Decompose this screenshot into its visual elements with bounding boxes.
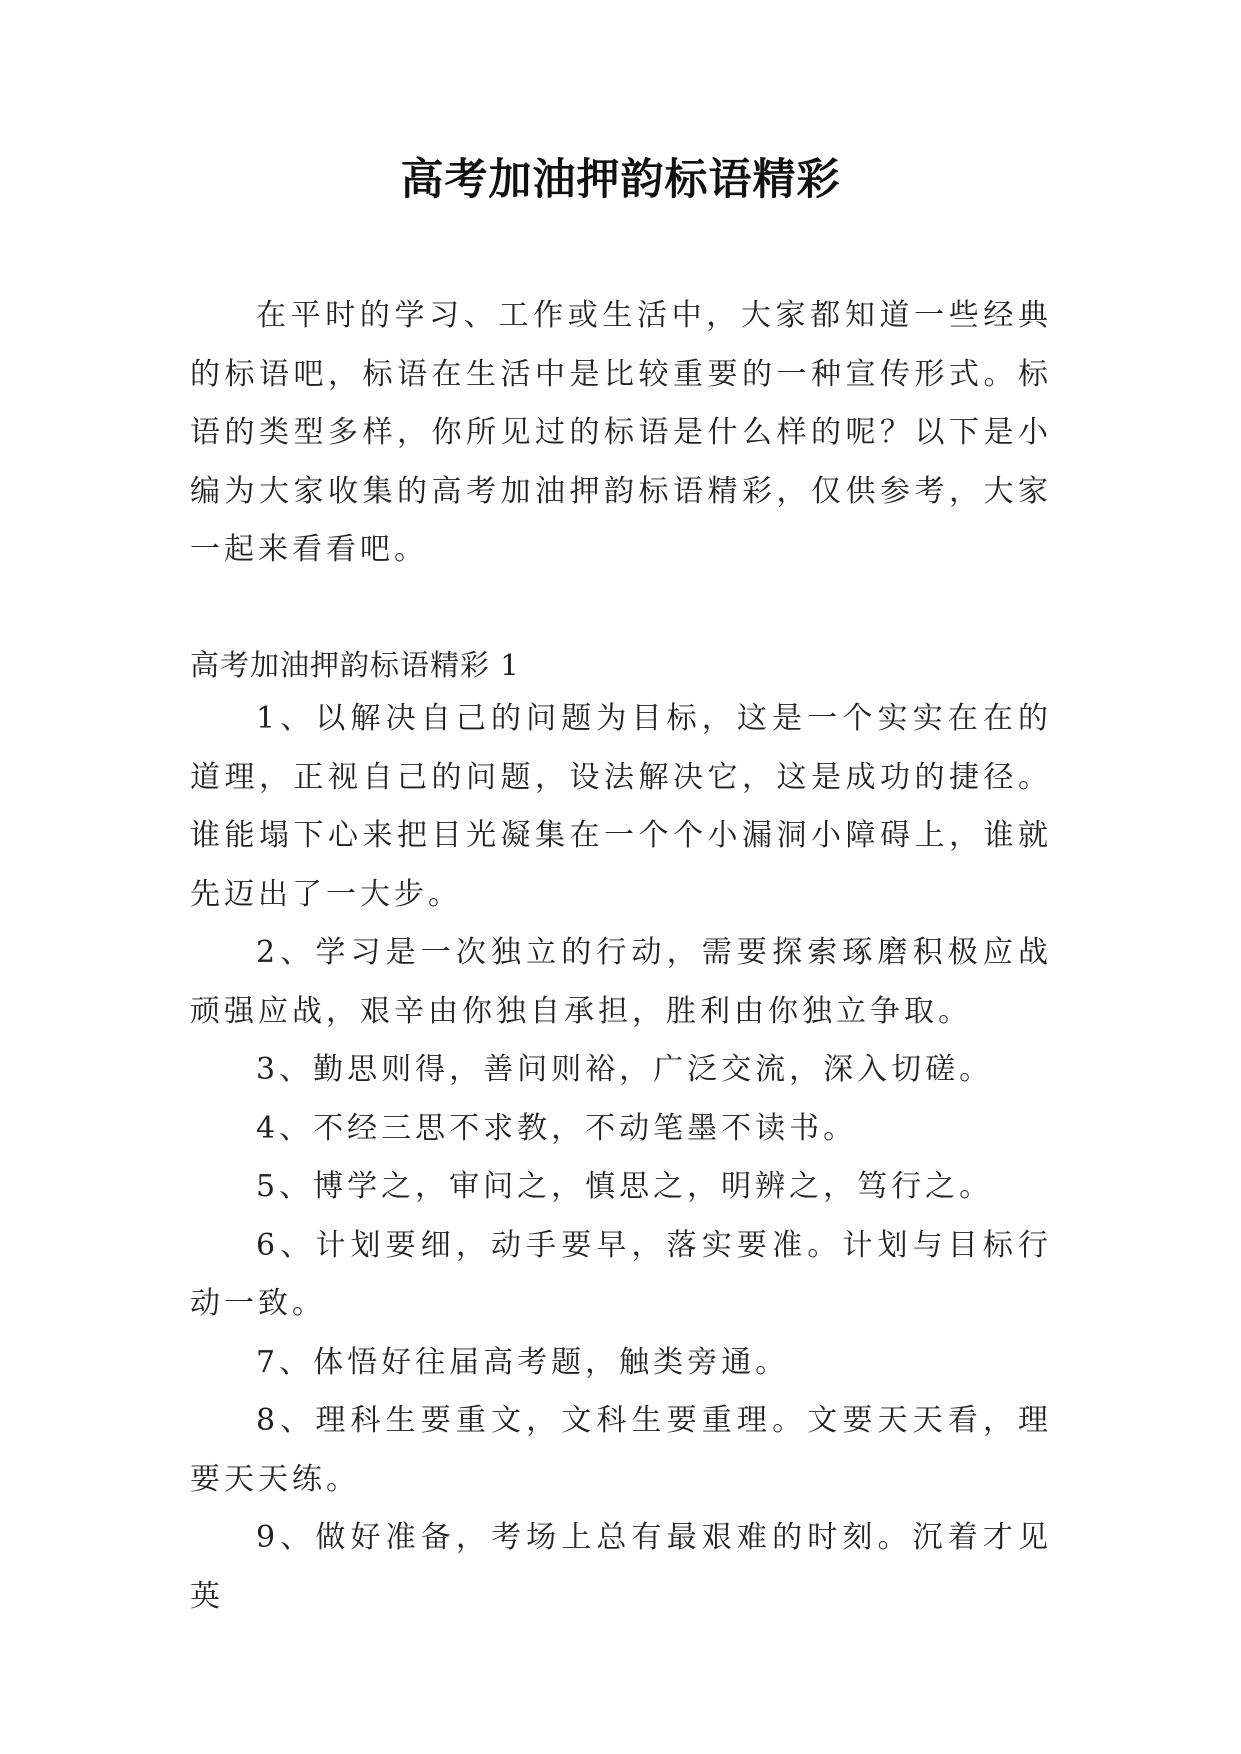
- slogan-item-4: 4、不经三思不求教，不动笔墨不读书。: [256, 1110, 858, 1146]
- slogan-item-5: 5、博学之，审问之，慎思之，明辨之，笃行之。: [256, 1169, 994, 1204]
- slogan-list: [190, 690, 1052, 1626]
- section-heading: 高考加油押韵标语精彩 1: [190, 648, 520, 682]
- slogan-item-3: 3、勤思则得，善问则裕，广泛交流，深入切磋。: [256, 1052, 994, 1087]
- slogan-item-7: 7、体悟好往届高考题，触类旁通。: [256, 1344, 790, 1380]
- slogan-item-1: 1、以解决自己的问题为目标，这是一个实实在在的道理，正视自己的问题，设法解决它，这是成功的捷径。谁能塌下心来把目光凝集在一个个小漏洞小障碍上，谁就先迈出了一大步。: [190, 701, 1052, 912]
- slogan-item-9: 9、做好准备，考场上总有最艰难的时刻。沉着才见英: [190, 1520, 1052, 1614]
- slogan-item-2: 2、学习是一次独立的行动，需要探索琢磨积极应战顽强应战，艰辛由你独自承担，胜利由你独立争取。: [190, 935, 1052, 1029]
- intro-paragraph: 在平时的学习、工作或生活中，大家都知道一些经典的标语吧，标语在生活中是比较重要的一种宣传形式。标语的类型多样，你所见过的标语是什么样的呢？以下是小编为大家收集的高考加油押韵标语精彩，仅供参考，大家一起来看看吧。: [190, 298, 1052, 567]
- slogan-item-6: 6、计划要细，动手要早，落实要准。计划与目标行动一致。: [190, 1227, 1052, 1321]
- document-title: 高考加油押韵标语精彩: [400, 155, 841, 205]
- slogan-item-8: 8、理科生要重文，文科生要重理。文要天天看，理要天天练。: [190, 1403, 1052, 1497]
